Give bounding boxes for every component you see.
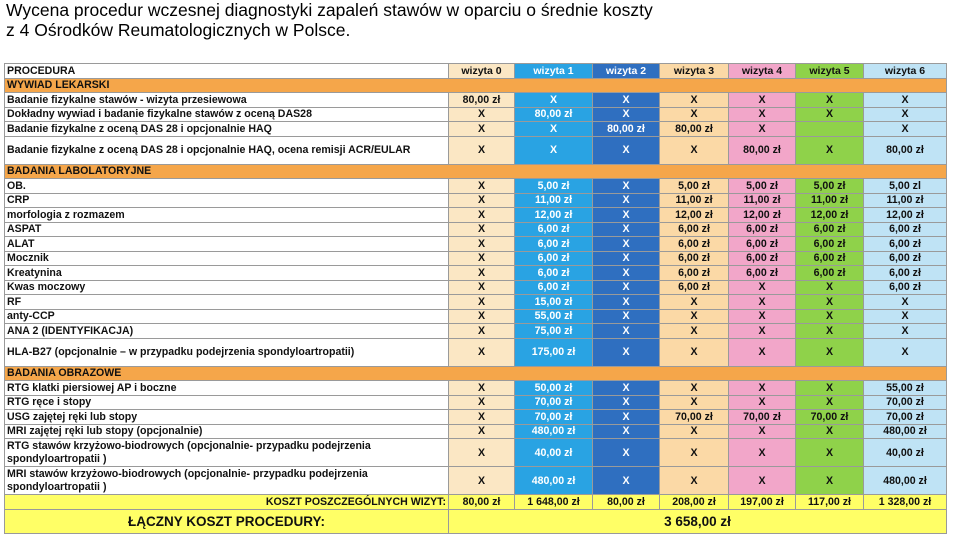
header-visit-2: wizyta 2 [593, 64, 660, 79]
table-row [5, 266, 947, 281]
header-visit-3: wizyta 3 [660, 64, 729, 79]
procedure-label: CRP [5, 193, 449, 208]
visit-2-cost: X [593, 107, 660, 122]
visit-3-cost: X [660, 395, 729, 410]
visit-5-cost: X [796, 381, 864, 396]
total-visit-1: 1 648,00 zł [515, 495, 593, 510]
title-line-1: Wycena procedur wczesnej diagnostyki zapaleń stawów w oparciu o średnie koszty [6, 0, 653, 20]
visit-1-cost: 15,00 zł [515, 295, 593, 310]
visit-4-cost: 6,00 zł [729, 251, 796, 266]
visit-3-cost: 70,00 zł [660, 410, 729, 425]
visit-3-cost: X [660, 107, 729, 122]
table-row [5, 193, 947, 208]
visit-1-cost: X [515, 93, 593, 108]
section-title: BADANIA OBRAZOWE [5, 366, 947, 381]
visit-5-cost: X [796, 424, 864, 439]
visit-4-cost: 11,00 zł [729, 193, 796, 208]
visit-3-cost: X [660, 309, 729, 324]
visit-3-cost: X [660, 324, 729, 339]
visit-4-cost: X [729, 280, 796, 295]
visit-5-cost: X [796, 338, 864, 366]
visit-2-cost: X [593, 309, 660, 324]
visit-6-cost: 6,00 zł [864, 266, 947, 281]
visit-3-cost: 6,00 zł [660, 251, 729, 266]
section-title: BADANIA LABOLATORYJNE [5, 164, 947, 179]
table-row [5, 280, 947, 295]
grand-total-row [5, 510, 947, 534]
visit-1-cost: 6,00 zł [515, 251, 593, 266]
visit-0-cost: X [449, 237, 515, 252]
visit-3-cost: 6,00 zł [660, 237, 729, 252]
procedure-label: Kreatynina [5, 266, 449, 281]
visit-4-cost: 6,00 zł [729, 266, 796, 281]
totals-row [5, 495, 947, 510]
table-row [5, 295, 947, 310]
visit-4-cost: X [729, 93, 796, 108]
visit-1-cost: 70,00 zł [515, 410, 593, 425]
procedure-label: MRI zajętej ręki lub stopy (opcjonalnie) [5, 424, 449, 439]
table-row [5, 324, 947, 339]
section-row [5, 164, 947, 179]
visit-6-cost: X [864, 93, 947, 108]
visit-2-cost: X [593, 467, 660, 495]
visit-0-cost: X [449, 324, 515, 339]
total-visit-3: 208,00 zł [660, 495, 729, 510]
visit-2-cost: X [593, 395, 660, 410]
visit-3-cost: 5,00 zł [660, 179, 729, 194]
visit-6-cost: 6,00 zł [864, 251, 947, 266]
visit-6-cost: 6,00 zł [864, 222, 947, 237]
visit-2-cost: X [593, 208, 660, 223]
visit-5-cost: 6,00 zł [796, 266, 864, 281]
table-row [5, 122, 947, 137]
visit-3-cost: X [660, 381, 729, 396]
visit-6-cost: 70,00 zł [864, 410, 947, 425]
visit-1-cost: 5,00 zł [515, 179, 593, 194]
header-row [5, 64, 947, 79]
visit-2-cost: X [593, 266, 660, 281]
visit-0-cost: X [449, 295, 515, 310]
visit-4-cost: 6,00 zł [729, 237, 796, 252]
total-visit-4: 197,00 zł [729, 495, 796, 510]
visit-2-cost: X [593, 193, 660, 208]
totals-label: KOSZT POSZCZEGÓLNYCH WIZYT: [5, 495, 449, 510]
table-row [5, 237, 947, 252]
visit-3-cost: X [660, 338, 729, 366]
header-visit-5: wizyta 5 [796, 64, 864, 79]
cost-table [4, 63, 947, 534]
visit-6-cost: 6,00 zł [864, 237, 947, 252]
header-visit-4: wizyta 4 [729, 64, 796, 79]
visit-3-cost: X [660, 439, 729, 467]
visit-4-cost: 5,00 zł [729, 179, 796, 194]
visit-5-cost: X [796, 136, 864, 164]
visit-4-cost: X [729, 324, 796, 339]
visit-6-cost: X [864, 295, 947, 310]
visit-0-cost: X [449, 439, 515, 467]
visit-5-cost: X [796, 395, 864, 410]
visit-4-cost: X [729, 295, 796, 310]
visit-1-cost: 40,00 zł [515, 439, 593, 467]
procedure-label: USG zajętej ręki lub stopy [5, 410, 449, 425]
visit-6-cost: 5,00 zl [864, 179, 947, 194]
table-row [5, 93, 947, 108]
visit-3-cost: 11,00 zł [660, 193, 729, 208]
procedure-label: MRI stawów krzyżowo-biodrowych (opcjonalnie- przypadku podejrzenia spondyloartropatii ) [5, 467, 449, 495]
procedure-label: ANA 2 (IDENTYFIKACJA) [5, 324, 449, 339]
visit-6-cost: X [864, 338, 947, 366]
visit-2-cost: X [593, 439, 660, 467]
visit-1-cost: 55,00 zł [515, 309, 593, 324]
table-row [5, 395, 947, 410]
visit-3-cost: 6,00 zł [660, 266, 729, 281]
visit-1-cost: 80,00 zł [515, 107, 593, 122]
table-row [5, 410, 947, 425]
grand-total-label: ŁĄCZNY KOSZT PROCEDURY: [5, 510, 449, 534]
visit-4-cost: X [729, 424, 796, 439]
visit-6-cost: X [864, 107, 947, 122]
procedure-label: RF [5, 295, 449, 310]
visit-5-cost: X [796, 280, 864, 295]
visit-1-cost: X [515, 122, 593, 137]
visit-3-cost: X [660, 467, 729, 495]
visit-0-cost: X [449, 395, 515, 410]
visit-1-cost: 480,00 zł [515, 467, 593, 495]
procedure-label: ALAT [5, 237, 449, 252]
visit-3-cost: X [660, 136, 729, 164]
visit-2-cost: X [593, 338, 660, 366]
visit-0-cost: X [449, 208, 515, 223]
visit-0-cost: X [449, 107, 515, 122]
total-visit-5: 117,00 zł [796, 495, 864, 510]
procedure-label: RTG ręce i stopy [5, 395, 449, 410]
visit-2-cost: 80,00 zł [593, 122, 660, 137]
header-procedure-label: PROCEDURA [5, 64, 449, 79]
visit-0-cost: X [449, 280, 515, 295]
visit-5-cost: 6,00 zł [796, 237, 864, 252]
visit-0-cost: 80,00 zł [449, 93, 515, 108]
visit-4-cost: 12,00 zł [729, 208, 796, 223]
visit-6-cost: X [864, 309, 947, 324]
visit-0-cost: X [449, 136, 515, 164]
visit-2-cost: X [593, 280, 660, 295]
visit-4-cost: X [729, 381, 796, 396]
header-visit-6: wizyta 6 [864, 64, 947, 79]
visit-3-cost: 12,00 zł [660, 208, 729, 223]
visit-1-cost: 480,00 zł [515, 424, 593, 439]
visit-0-cost: X [449, 193, 515, 208]
visit-1-cost: X [515, 136, 593, 164]
table-row [5, 338, 947, 366]
visit-2-cost: X [593, 410, 660, 425]
visit-5-cost: X [796, 309, 864, 324]
table-row [5, 136, 947, 164]
visit-3-cost: 6,00 zł [660, 280, 729, 295]
table-row [5, 381, 947, 396]
visit-5-cost: 5,00 zł [796, 179, 864, 194]
visit-1-cost: 6,00 zł [515, 280, 593, 295]
title-line-2: z 4 Ośrodków Reumatologicznych w Polsce. [6, 20, 351, 40]
visit-1-cost: 50,00 zł [515, 381, 593, 396]
visit-6-cost: 80,00 zł [864, 136, 947, 164]
visit-3-cost: X [660, 424, 729, 439]
visit-5-cost: X [796, 107, 864, 122]
visit-4-cost: 6,00 zł [729, 222, 796, 237]
visit-0-cost: X [449, 424, 515, 439]
procedure-label: Mocznik [5, 251, 449, 266]
visit-0-cost: X [449, 309, 515, 324]
visit-1-cost: 6,00 zł [515, 266, 593, 281]
table-row [5, 309, 947, 324]
visit-2-cost: X [593, 251, 660, 266]
visit-3-cost: 6,00 zł [660, 222, 729, 237]
cost-table-body [5, 64, 947, 534]
visit-6-cost: 11,00 zł [864, 193, 947, 208]
visit-4-cost: 80,00 zł [729, 136, 796, 164]
visit-0-cost: X [449, 467, 515, 495]
visit-4-cost: X [729, 439, 796, 467]
visit-5-cost: 12,00 zł [796, 208, 864, 223]
visit-6-cost: 480,00 zł [864, 467, 947, 495]
procedure-label: RTG stawów krzyżowo-biodrowych (opcjonalnie- przypadku podejrzenia spondyloartropatii ) [5, 439, 449, 467]
visit-4-cost: X [729, 107, 796, 122]
table-row [5, 208, 947, 223]
section-title: WYWIAD LEKARSKI [5, 78, 947, 93]
visit-0-cost: X [449, 122, 515, 137]
visit-5-cost [796, 122, 864, 137]
visit-4-cost: X [729, 395, 796, 410]
visit-3-cost: X [660, 93, 729, 108]
table-row [5, 179, 947, 194]
visit-5-cost: 70,00 zł [796, 410, 864, 425]
visit-5-cost: X [796, 295, 864, 310]
visit-0-cost: X [449, 381, 515, 396]
total-visit-6: 1 328,00 zł [864, 495, 947, 510]
visit-2-cost: X [593, 324, 660, 339]
visit-6-cost: 70,00 zł [864, 395, 947, 410]
visit-6-cost: 40,00 zł [864, 439, 947, 467]
section-row [5, 366, 947, 381]
visit-2-cost: X [593, 93, 660, 108]
procedure-label: HLA-B27 (opcjonalnie – w przypadku podejrzenia spondyloartropatii) [5, 338, 449, 366]
visit-1-cost: 12,00 zł [515, 208, 593, 223]
visit-2-cost: X [593, 179, 660, 194]
visit-4-cost: 70,00 zł [729, 410, 796, 425]
procedure-label: morfologia z rozmazem [5, 208, 449, 223]
visit-1-cost: 6,00 zł [515, 222, 593, 237]
visit-6-cost: X [864, 324, 947, 339]
procedure-label: anty-CCP [5, 309, 449, 324]
visit-3-cost: X [660, 295, 729, 310]
procedure-label: Badanie fizykalne z oceną DAS 28 i opcjonalnie HAQ [5, 122, 449, 137]
header-visit-1: wizyta 1 [515, 64, 593, 79]
table-row [5, 467, 947, 495]
visit-4-cost: X [729, 122, 796, 137]
visit-5-cost: X [796, 467, 864, 495]
visit-6-cost: X [864, 122, 947, 137]
visit-3-cost: 80,00 zł [660, 122, 729, 137]
visit-2-cost: X [593, 381, 660, 396]
visit-0-cost: X [449, 266, 515, 281]
visit-5-cost: X [796, 93, 864, 108]
visit-1-cost: 6,00 zł [515, 237, 593, 252]
grand-total-value: 3 658,00 zł [449, 510, 947, 534]
procedure-label: Dokładny wywiad i badanie fizykalne stawów z oceną DAS28 [5, 107, 449, 122]
visit-2-cost: X [593, 222, 660, 237]
table-row [5, 107, 947, 122]
procedure-label: ASPAT [5, 222, 449, 237]
visit-2-cost: X [593, 295, 660, 310]
visit-5-cost: X [796, 439, 864, 467]
visit-6-cost: 480,00 zł [864, 424, 947, 439]
table-row [5, 439, 947, 467]
procedure-label: Badanie fizykalne z oceną DAS 28 i opcjonalnie HAQ, ocena remisji ACR/EULAR [5, 136, 449, 164]
visit-5-cost: X [796, 324, 864, 339]
visit-1-cost: 75,00 zł [515, 324, 593, 339]
procedure-label: OB. [5, 179, 449, 194]
visit-4-cost: X [729, 309, 796, 324]
procedure-label: Kwas moczowy [5, 280, 449, 295]
visit-5-cost: 6,00 zł [796, 222, 864, 237]
cost-table-sheet [4, 63, 946, 547]
header-visit-0: wizyta 0 [449, 64, 515, 79]
visit-0-cost: X [449, 338, 515, 366]
total-visit-2: 80,00 zł [593, 495, 660, 510]
visit-2-cost: X [593, 424, 660, 439]
visit-0-cost: X [449, 179, 515, 194]
visit-0-cost: X [449, 251, 515, 266]
visit-2-cost: X [593, 136, 660, 164]
visit-4-cost: X [729, 338, 796, 366]
visit-1-cost: 11,00 zł [515, 193, 593, 208]
visit-5-cost: 11,00 zł [796, 193, 864, 208]
visit-6-cost: 55,00 zł [864, 381, 947, 396]
procedure-label: Badanie fizykalne stawów - wizyta przesiewowa [5, 93, 449, 108]
table-row [5, 251, 947, 266]
section-row [5, 78, 947, 93]
visit-6-cost: 6,00 zł [864, 280, 947, 295]
visit-0-cost: X [449, 222, 515, 237]
visit-6-cost: 12,00 zł [864, 208, 947, 223]
visit-2-cost: X [593, 237, 660, 252]
total-visit-0: 80,00 zł [449, 495, 515, 510]
page-title [6, 0, 946, 40]
table-row [5, 424, 947, 439]
visit-5-cost: 6,00 zł [796, 251, 864, 266]
visit-4-cost: X [729, 467, 796, 495]
visit-1-cost: 70,00 zł [515, 395, 593, 410]
table-row [5, 222, 947, 237]
visit-1-cost: 175,00 zł [515, 338, 593, 366]
procedure-label: RTG klatki piersiowej AP i boczne [5, 381, 449, 396]
visit-0-cost: X [449, 410, 515, 425]
